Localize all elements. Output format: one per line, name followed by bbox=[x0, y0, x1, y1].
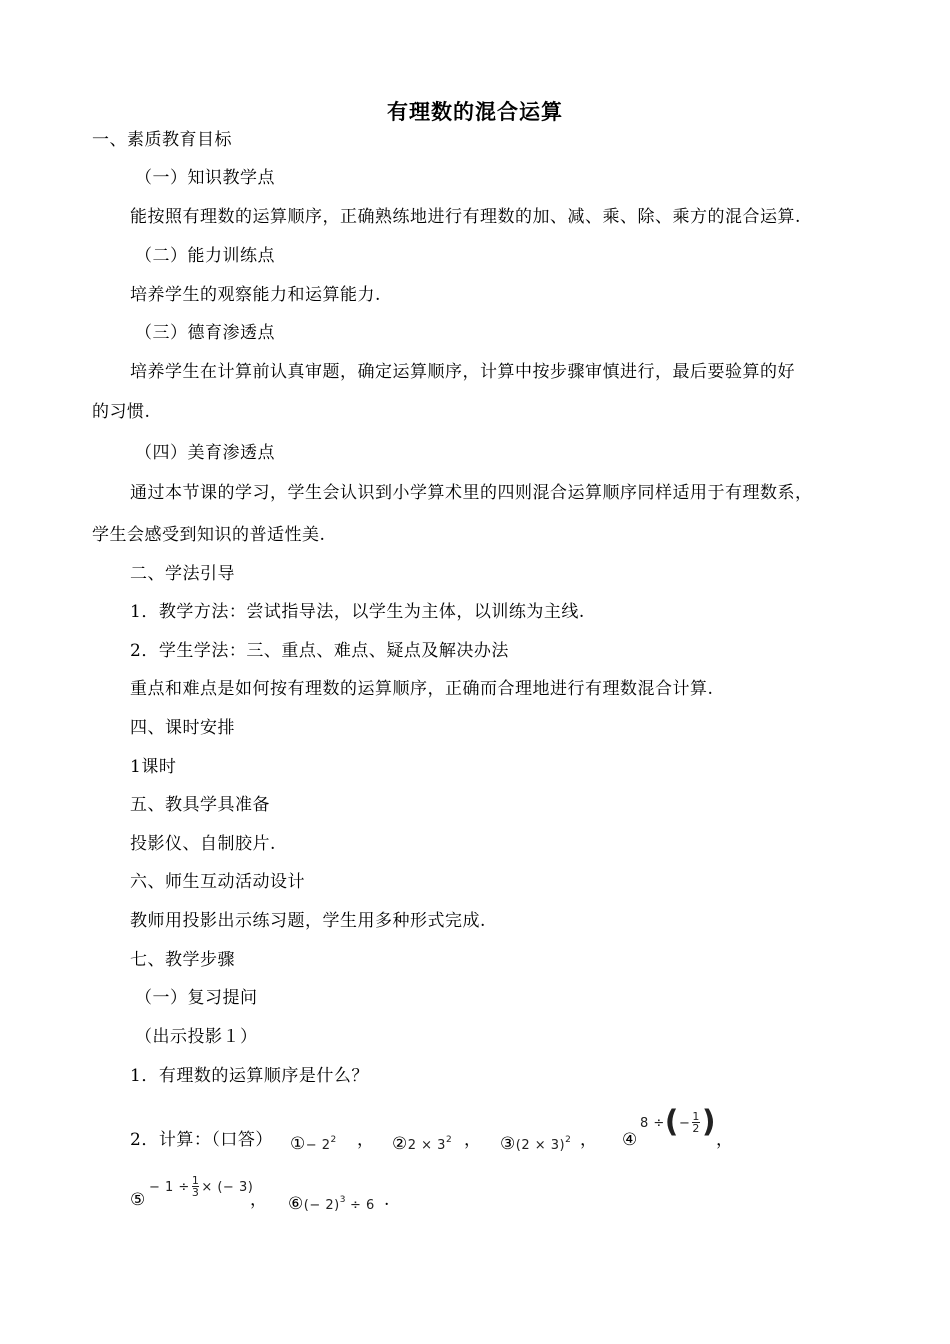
section-heading: 五、教具学具准备 bbox=[130, 795, 270, 815]
exercise-1-base: − 2 bbox=[305, 1138, 331, 1153]
exercise-3-base: (2 × 3) bbox=[515, 1138, 566, 1153]
exercise-3 bbox=[500, 1128, 571, 1158]
exercise-6-base: (− 2) bbox=[303, 1198, 340, 1213]
end-period: . bbox=[384, 1190, 390, 1210]
section-heading: 一、素质教育目标 bbox=[92, 130, 232, 150]
paragraph: 教师用投影出示练习题，学生用多种形式完成. bbox=[130, 911, 486, 931]
list-item: 1．教学方法：尝试指导法，以学生为主体，以训练为主线. bbox=[130, 602, 585, 622]
circled-number-6: ⑥ bbox=[288, 1194, 304, 1214]
exercise-2-exponent: 2 bbox=[445, 1135, 453, 1145]
paragraph: 1课时 bbox=[130, 757, 177, 777]
subsection-heading: （四）美育渗透点 bbox=[135, 443, 275, 463]
paragraph: 重点和难点是如何按有理数的运算顺序，正确而合理地进行有理数混合计算. bbox=[130, 679, 714, 699]
exercise-6-exponent: 3 bbox=[339, 1195, 346, 1205]
section-heading: 七、教学步骤 bbox=[130, 950, 235, 970]
separator: ， bbox=[250, 1190, 268, 1210]
exercise-2 bbox=[392, 1128, 452, 1158]
fraction-denominator: 2 bbox=[692, 1122, 700, 1135]
section-heading: 二、学法引导 bbox=[130, 564, 235, 584]
paragraph: 培养学生在计算前认真审题，确定运算顺序，计算中按步骤审慎进行，最后要验算的好 bbox=[130, 362, 795, 382]
exercise-6-suffix: ÷ 6 bbox=[349, 1198, 375, 1213]
exercise-4 bbox=[640, 1104, 717, 1140]
document-title: 有理数的混合运算 bbox=[387, 100, 563, 124]
subsection-heading: （一）知识教学点 bbox=[135, 168, 275, 188]
exercise-1-exponent: 2 bbox=[330, 1135, 337, 1145]
section-heading: 四、课时安排 bbox=[130, 718, 235, 738]
exercise-5-suffix: × (− 3) bbox=[201, 1180, 254, 1195]
paragraph: 培养学生的观察能力和运算能力. bbox=[130, 285, 381, 305]
exercise-4-right-paren: ) bbox=[701, 1104, 717, 1140]
question-1: 1．有理数的运算顺序是什么？ bbox=[130, 1066, 369, 1086]
exercise-4-prefix: 8 ÷ bbox=[640, 1116, 665, 1131]
exercise-5-prefix: − 1 ÷ bbox=[149, 1180, 190, 1195]
circled-number-2: ② bbox=[392, 1134, 408, 1154]
circled-number-5: ⑤ bbox=[130, 1190, 146, 1210]
fraction-denominator: 3 bbox=[191, 1186, 200, 1199]
fraction-numerator: 1 bbox=[191, 1174, 200, 1187]
paragraph-continued: 的习惯. bbox=[92, 402, 151, 422]
paragraph: 通过本节课的学习，学生会认识到小学算术里的四则混合运算顺序同样适用于有理数系， bbox=[130, 483, 813, 503]
exercise-2-base: 2 × 3 bbox=[407, 1138, 446, 1153]
subsection-heading: （一）复习提问 bbox=[135, 988, 258, 1008]
circled-number-4: ④ bbox=[622, 1130, 638, 1150]
subsection-heading: （二）能力训练点 bbox=[135, 246, 275, 266]
exercise-4-minus: − bbox=[679, 1116, 691, 1131]
list-item: 2．学生学法：三、重点、难点、疑点及解决办法 bbox=[130, 641, 509, 661]
circled-number-1: ① bbox=[290, 1134, 306, 1154]
exercise-4-fraction bbox=[692, 1111, 700, 1134]
exercise-1 bbox=[290, 1128, 337, 1158]
section-heading: 六、师生互动活动设计 bbox=[130, 872, 305, 892]
exercise-6 bbox=[288, 1188, 375, 1218]
exercise-3-exponent: 2 bbox=[565, 1135, 572, 1145]
subsection-heading: （三）德育渗透点 bbox=[135, 323, 275, 343]
question-2-label: 2．计算：（口答） bbox=[130, 1130, 273, 1150]
paragraph: 能按照有理数的运算顺序，正确熟练地进行有理数的加、减、乘、除、乘方的混合运算. bbox=[130, 207, 801, 227]
exercise-5-fraction bbox=[192, 1175, 200, 1198]
paragraph-continued: 学生会感受到知识的普适性美. bbox=[92, 525, 326, 545]
exercise-5 bbox=[149, 1174, 253, 1200]
fraction-numerator: 1 bbox=[692, 1110, 700, 1123]
separator: ， bbox=[716, 1130, 734, 1150]
paragraph: 投影仪、自制胶片. bbox=[130, 834, 276, 854]
separator: ， bbox=[580, 1130, 598, 1150]
separator: ， bbox=[357, 1130, 375, 1150]
paragraph: （出示投影１） bbox=[135, 1027, 258, 1047]
circled-number-3: ③ bbox=[500, 1134, 516, 1154]
separator: ， bbox=[464, 1130, 482, 1150]
exercise-4-left-paren: ( bbox=[664, 1104, 680, 1140]
